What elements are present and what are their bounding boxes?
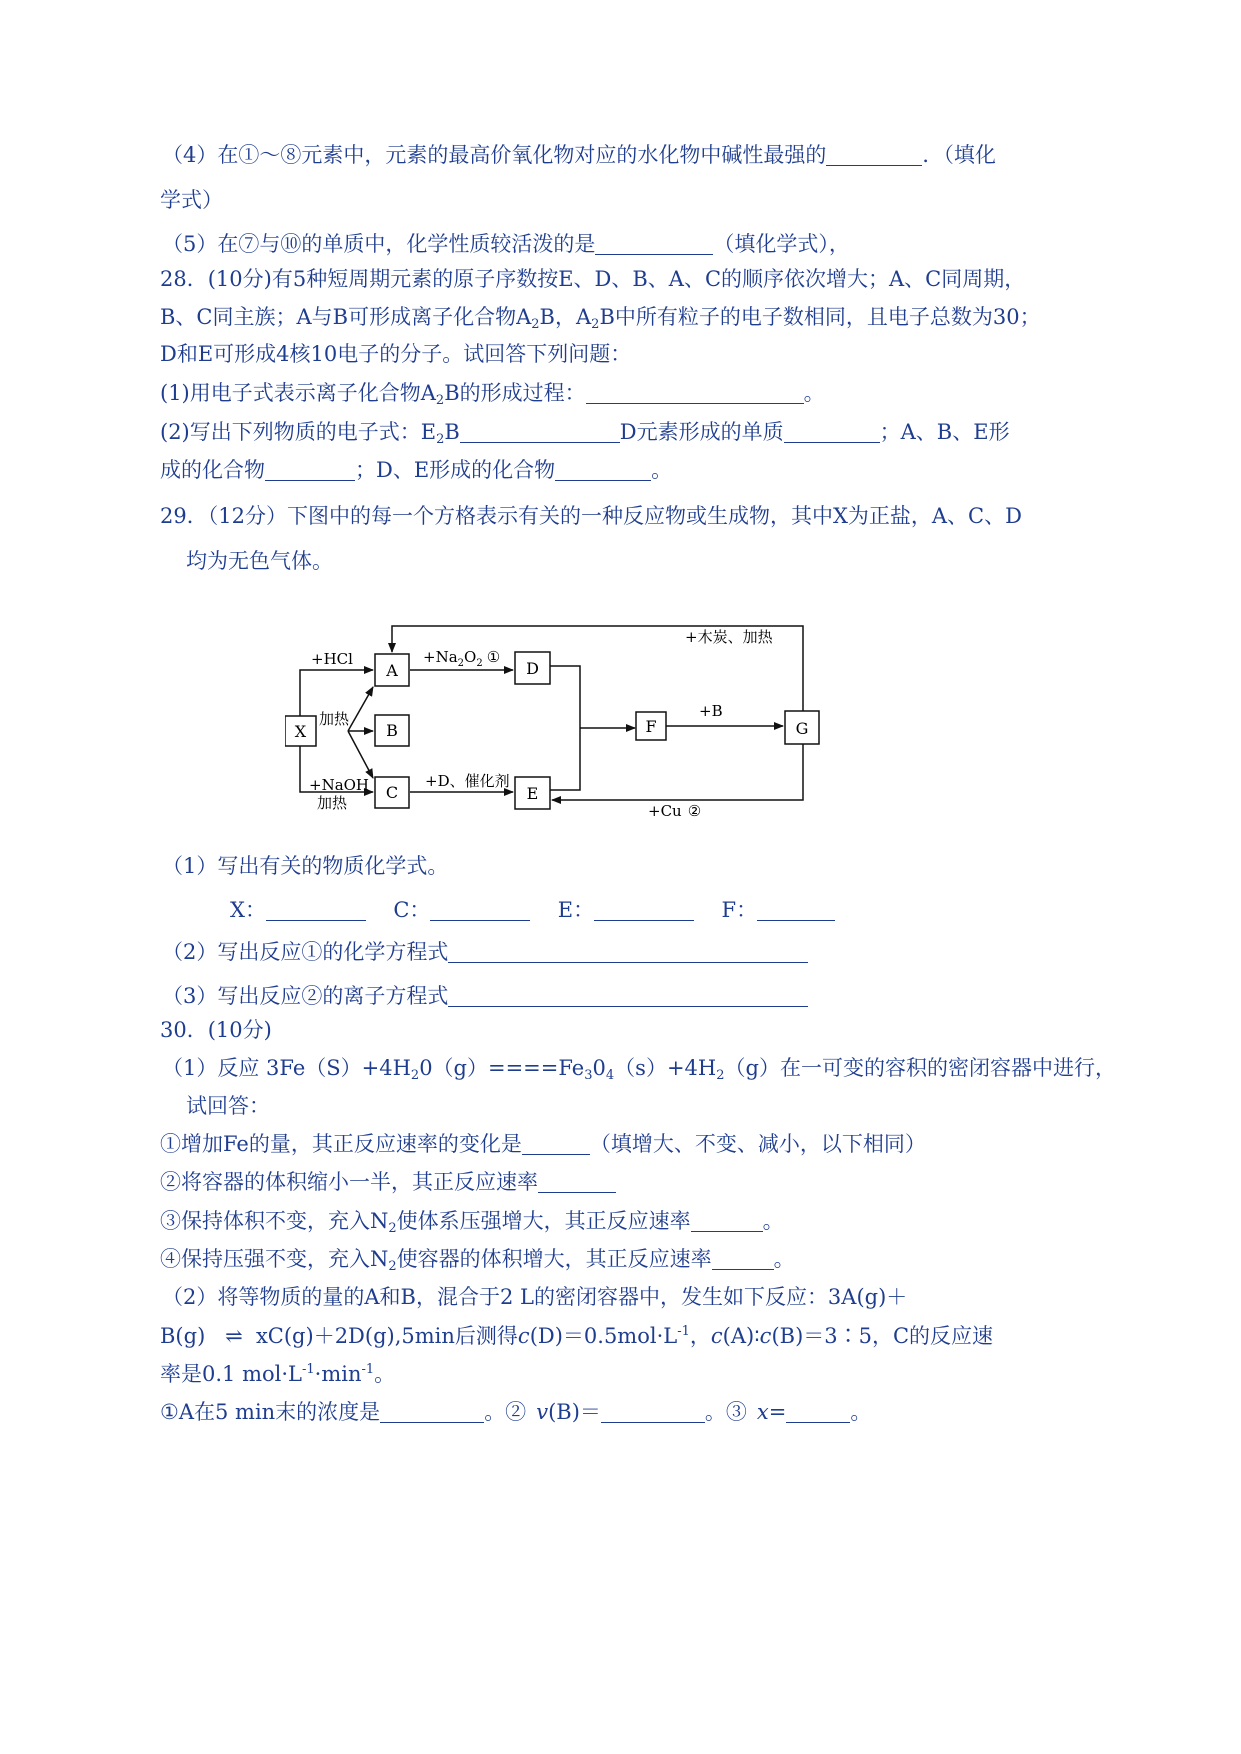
label-cu: +Cu ② [648, 802, 702, 820]
label-d-catalyst: +D、催化剂 [425, 772, 510, 790]
answer-blank[interactable] [555, 458, 651, 481]
answer-blank[interactable] [522, 1132, 590, 1155]
answer-blank[interactable] [712, 1247, 774, 1270]
answer-blank[interactable] [380, 1400, 484, 1423]
answer-blank[interactable] [538, 1170, 616, 1193]
q28-question1: (1)用电子式表示离子化合物$A_2B$的形成过程： 。 [160, 381, 825, 408]
q30-heading: 30．(10分) [160, 1018, 272, 1042]
node-d: D [526, 659, 539, 678]
answer-blank[interactable] [448, 984, 808, 1007]
node-a: A [386, 661, 398, 680]
node-b: B [386, 721, 398, 740]
answer-blank-x[interactable] [266, 898, 366, 921]
answer-blank[interactable] [595, 232, 713, 255]
q28-line2: B、C同主族；A与B可形成离子化合物$A_2B$，$A_2B$中所有粒子的电子数相同，且电子总数为30； [160, 305, 1041, 332]
node-c: C [385, 783, 399, 802]
reaction-flow-diagram-nodes [285, 614, 845, 834]
q30-part2-cont: B(g) ⇌ xC(g)＋2D(g),5min后测得$c(D)=0.5mol\cdot L^{-1}$，c(A)∶c(B)＝3∶5，C的反应速 [160, 1324, 994, 1348]
q28-line3: D和E可形成4核10电子的分子。试回答下列问题： [160, 342, 632, 366]
node-g: G [795, 719, 809, 738]
q30-sub2: ②将容器的体积缩小一半，其正反应速率 [160, 1168, 616, 1196]
q30-sub3: ③保持体积不变，充入$N_2$使体系压强增大，其正反应速率 。 [160, 1209, 784, 1236]
node-x: X [294, 722, 307, 741]
q28-heading: 28．(10分)有5种短周期元素的原子序数按E、D、B、A、C的顺序依次增大；A、C同周期， [160, 267, 1026, 291]
label-naoh: +NaOH [309, 776, 370, 794]
q27-part4-line2: 学式） [160, 188, 223, 212]
node-f: F [645, 717, 657, 736]
q30-part2-questions: ①A在5 min末的浓度是 。② v(B)＝ 。③ x= 。 [160, 1400, 872, 1424]
q30-part1-cont: 试回答： [186, 1094, 270, 1118]
answer-blank[interactable] [784, 420, 880, 443]
q29-formula-row: X： C： E： F： [230, 896, 835, 924]
q29-question2: （2）写出反应①的化学方程式 [162, 938, 808, 966]
answer-blank-f[interactable] [757, 898, 835, 921]
q30-part2-rate: 率是0.1 $mol\cdot L^{-1}\cdot\min^{-1}$。 [160, 1362, 396, 1386]
equilibrium-arrow: ⇌ [225, 1324, 243, 1348]
node-e: E [526, 784, 539, 803]
label-heat-2: 加热 [317, 794, 348, 812]
answer-blank[interactable] [265, 458, 355, 481]
q29-heading-cont: 均为无色气体。 [186, 549, 333, 573]
q27-part4-line1: （4）在①～⑧元素中，元素的最高价氧化物对应的水化物中碱性最强的 ．（填化 [162, 143, 996, 167]
label-heat-1: 加热 [319, 710, 350, 728]
answer-blank[interactable] [586, 381, 804, 404]
q30-sub1: ①增加Fe的量，其正反应速率的变化是 （填增大、不变、减小，以下相同） [160, 1132, 926, 1156]
q28-question2-cont: 成的化合物 ；D、E形成的化合物 。 [160, 458, 673, 482]
q30-part1: （1）反应 $3Fe(S)+4H_20(g)====Fe_30_4(s)+4H_2(g)$在一可变的容积的密闭容器中进行， [162, 1056, 1116, 1083]
label-hcl: +HCl [311, 650, 353, 668]
q29-heading: 29．（12分）下图中的每一个方格表示有关的一种反应物或生成物，其中X为正盐，A、C、D [160, 504, 1022, 528]
q29-question3: （3）写出反应②的离子方程式 [162, 982, 808, 1010]
q30-sub4: ④保持压强不变，充入$N_2$使容器的体积增大，其正反应速率 。 [160, 1247, 795, 1274]
q30-part2: （2）将等物质的量的A和B，混合于2 L的密闭容器中，发生如下反应：3A(g)＋ [162, 1285, 908, 1309]
answer-blank[interactable] [691, 1209, 763, 1232]
answer-blank[interactable] [601, 1400, 705, 1423]
label-plus-b: +B [699, 702, 723, 720]
q29-question1: （1）写出有关的物质化学式。 [162, 854, 449, 878]
answer-blank[interactable] [826, 143, 922, 166]
answer-blank[interactable] [786, 1400, 850, 1423]
answer-blank[interactable] [448, 940, 808, 963]
q28-question2: (2)写出下列物质的电子式：$E_2B$ D元素形成的单质 ；A、B、E形 [160, 420, 1010, 447]
label-charcoal-heat: +木炭、加热 [685, 628, 773, 646]
answer-blank-e[interactable] [594, 898, 694, 921]
answer-blank[interactable] [460, 420, 620, 443]
label-na2o2: $+Na_2O_2$ ① [423, 648, 501, 669]
q27-part5: （5）在⑦与⑩的单质中，化学性质较活泼的是 （填化学式）， [162, 232, 850, 256]
answer-blank-c[interactable] [430, 898, 530, 921]
